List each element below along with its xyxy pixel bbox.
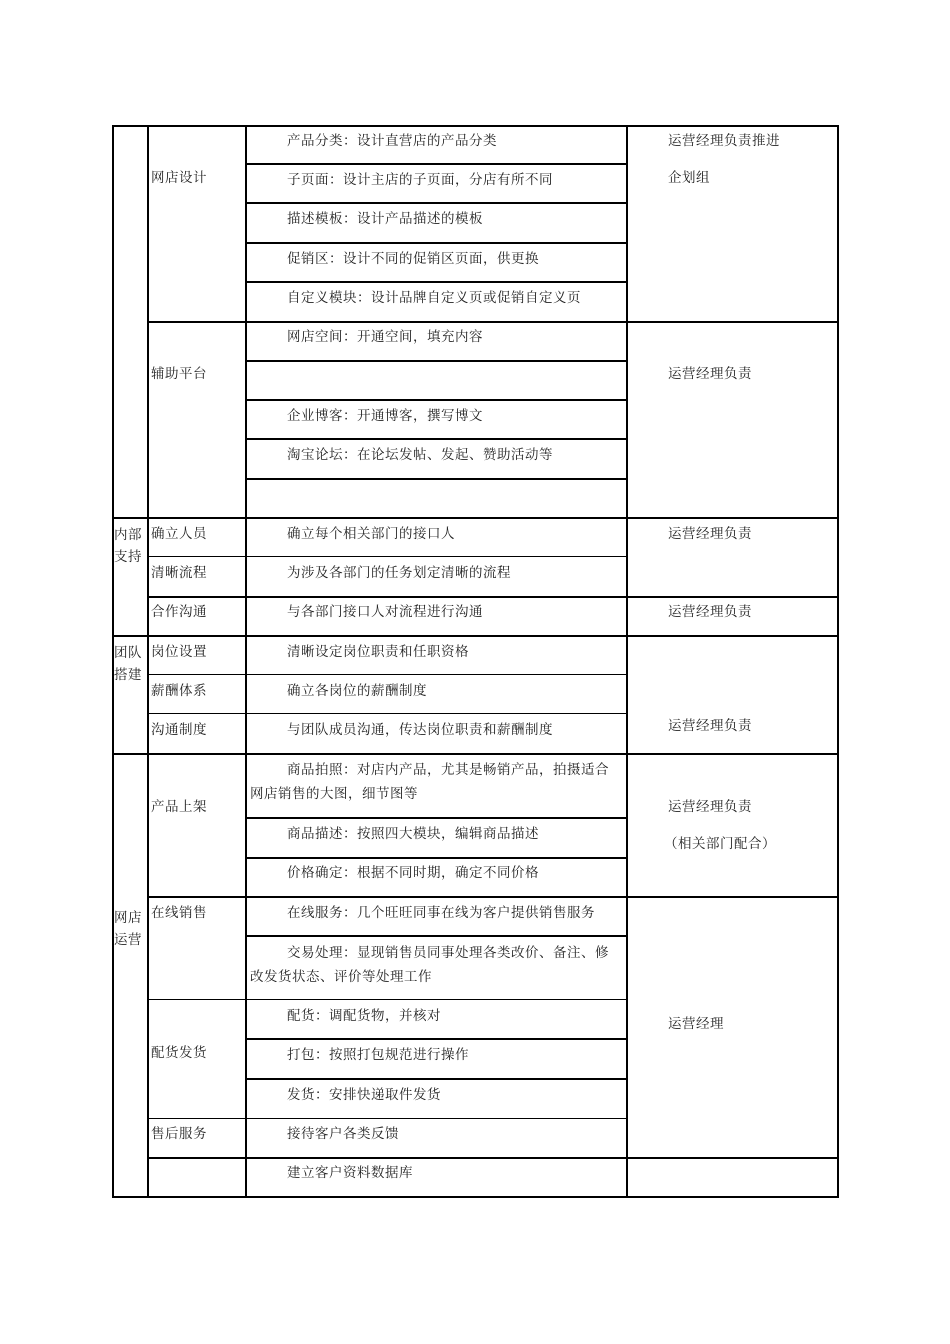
owner-store-operation: 运营经理 bbox=[668, 1016, 724, 1032]
task-custom-module: 自定义模块：设计品牌自定义页或促销自定义页 bbox=[287, 290, 581, 306]
subsection-comm-system: 沟通制度 bbox=[151, 722, 207, 738]
task-product-photo-line2: 网店销售的大图，细节图等 bbox=[250, 786, 418, 802]
task-process-comm: 与各部门接口人对流程进行沟通 bbox=[287, 604, 483, 620]
task-post-duty: 清晰设定岗位职责和任职资格 bbox=[287, 644, 469, 660]
subsection-product-listing: 产品上架 bbox=[151, 799, 207, 815]
subsection-store-design: 网店设计 bbox=[151, 170, 207, 186]
owner-team-building: 运营经理负责 bbox=[668, 718, 752, 734]
task-taobao-forum: 淘宝论坛：在论坛发帖、发起、赞助活动等 bbox=[287, 447, 553, 463]
task-online-service: 在线服务：几个旺旺同事在线为客户提供销售服务 bbox=[287, 905, 595, 921]
task-customer-feedback: 接待客户各类反馈 bbox=[287, 1126, 399, 1142]
task-customer-database: 建立客户资料数据库 bbox=[287, 1165, 413, 1181]
subsection-online-sales: 在线销售 bbox=[151, 905, 207, 921]
task-subpage: 子页面：设计主店的子页面，分店有所不同 bbox=[287, 172, 553, 188]
subsection-salary-system: 薪酬体系 bbox=[151, 683, 207, 699]
owner-internal-support: 运营经理负责 bbox=[668, 526, 752, 542]
task-promotion-area: 促销区：设计不同的促销区页面，供更换 bbox=[287, 251, 539, 267]
task-packing: 打包：按照打包规范进行操作 bbox=[287, 1047, 469, 1063]
task-product-category: 产品分类：设计直营店的产品分类 bbox=[287, 133, 497, 149]
task-salary-policy: 确立各岗位的薪酬制度 bbox=[287, 683, 427, 699]
owner-store-design-line2: 企划组 bbox=[668, 170, 710, 186]
task-corporate-blog: 企业博客：开通博客，撰写博文 bbox=[287, 408, 483, 424]
task-product-photo-line1: 商品拍照：对店内产品，尤其是畅销产品，拍摄适合 bbox=[287, 762, 609, 778]
task-shipping: 发货：安排快递取件发货 bbox=[287, 1087, 441, 1103]
section-store-operation: 网店运营 bbox=[114, 910, 142, 948]
task-product-description: 商品描述：按照四大模块，编辑商品描述 bbox=[287, 826, 539, 842]
task-clear-process: 为涉及各部门的任务划定清晰的流程 bbox=[287, 565, 511, 581]
owner-store-design-line1: 运营经理负责推进 bbox=[668, 133, 780, 149]
subsection-clear-process: 清晰流程 bbox=[151, 565, 207, 581]
owner-aux-platform: 运营经理负责 bbox=[668, 366, 752, 382]
owner-coop-comm: 运营经理负责 bbox=[668, 604, 752, 620]
owner-product-listing-line2: （相关部门配合） bbox=[664, 836, 776, 852]
task-transaction-line1: 交易处理：显现销售员同事处理各类改价、备注、修 bbox=[287, 945, 609, 961]
subsection-post-setup: 岗位设置 bbox=[151, 644, 207, 660]
subsection-coop-comm: 合作沟通 bbox=[151, 604, 207, 620]
section-team-building: 团队搭建 bbox=[114, 645, 142, 683]
task-pricing: 价格确定：根据不同时期，确定不同价格 bbox=[287, 865, 539, 881]
section-internal-support: 内部支持 bbox=[114, 527, 142, 565]
task-allocate-goods: 配货：调配货物，并核对 bbox=[287, 1008, 441, 1024]
subsection-aux-platform: 辅助平台 bbox=[151, 366, 207, 382]
task-description-template: 描述模板：设计产品描述的模板 bbox=[287, 211, 483, 227]
task-store-space: 网店空间：开通空间，填充内容 bbox=[287, 329, 483, 345]
task-transaction-line2: 改发货状态、评价等处理工作 bbox=[250, 969, 432, 985]
task-interface-person: 确立每个相关部门的接口人 bbox=[287, 526, 455, 542]
subsection-after-sales: 售后服务 bbox=[151, 1126, 207, 1142]
subsection-distribution: 配货发货 bbox=[151, 1045, 207, 1061]
subsection-confirm-staff: 确立人员 bbox=[151, 526, 207, 542]
owner-product-listing-line1: 运营经理负责 bbox=[668, 799, 752, 815]
task-team-comm: 与团队成员沟通，传达岗位职责和薪酬制度 bbox=[287, 722, 553, 738]
